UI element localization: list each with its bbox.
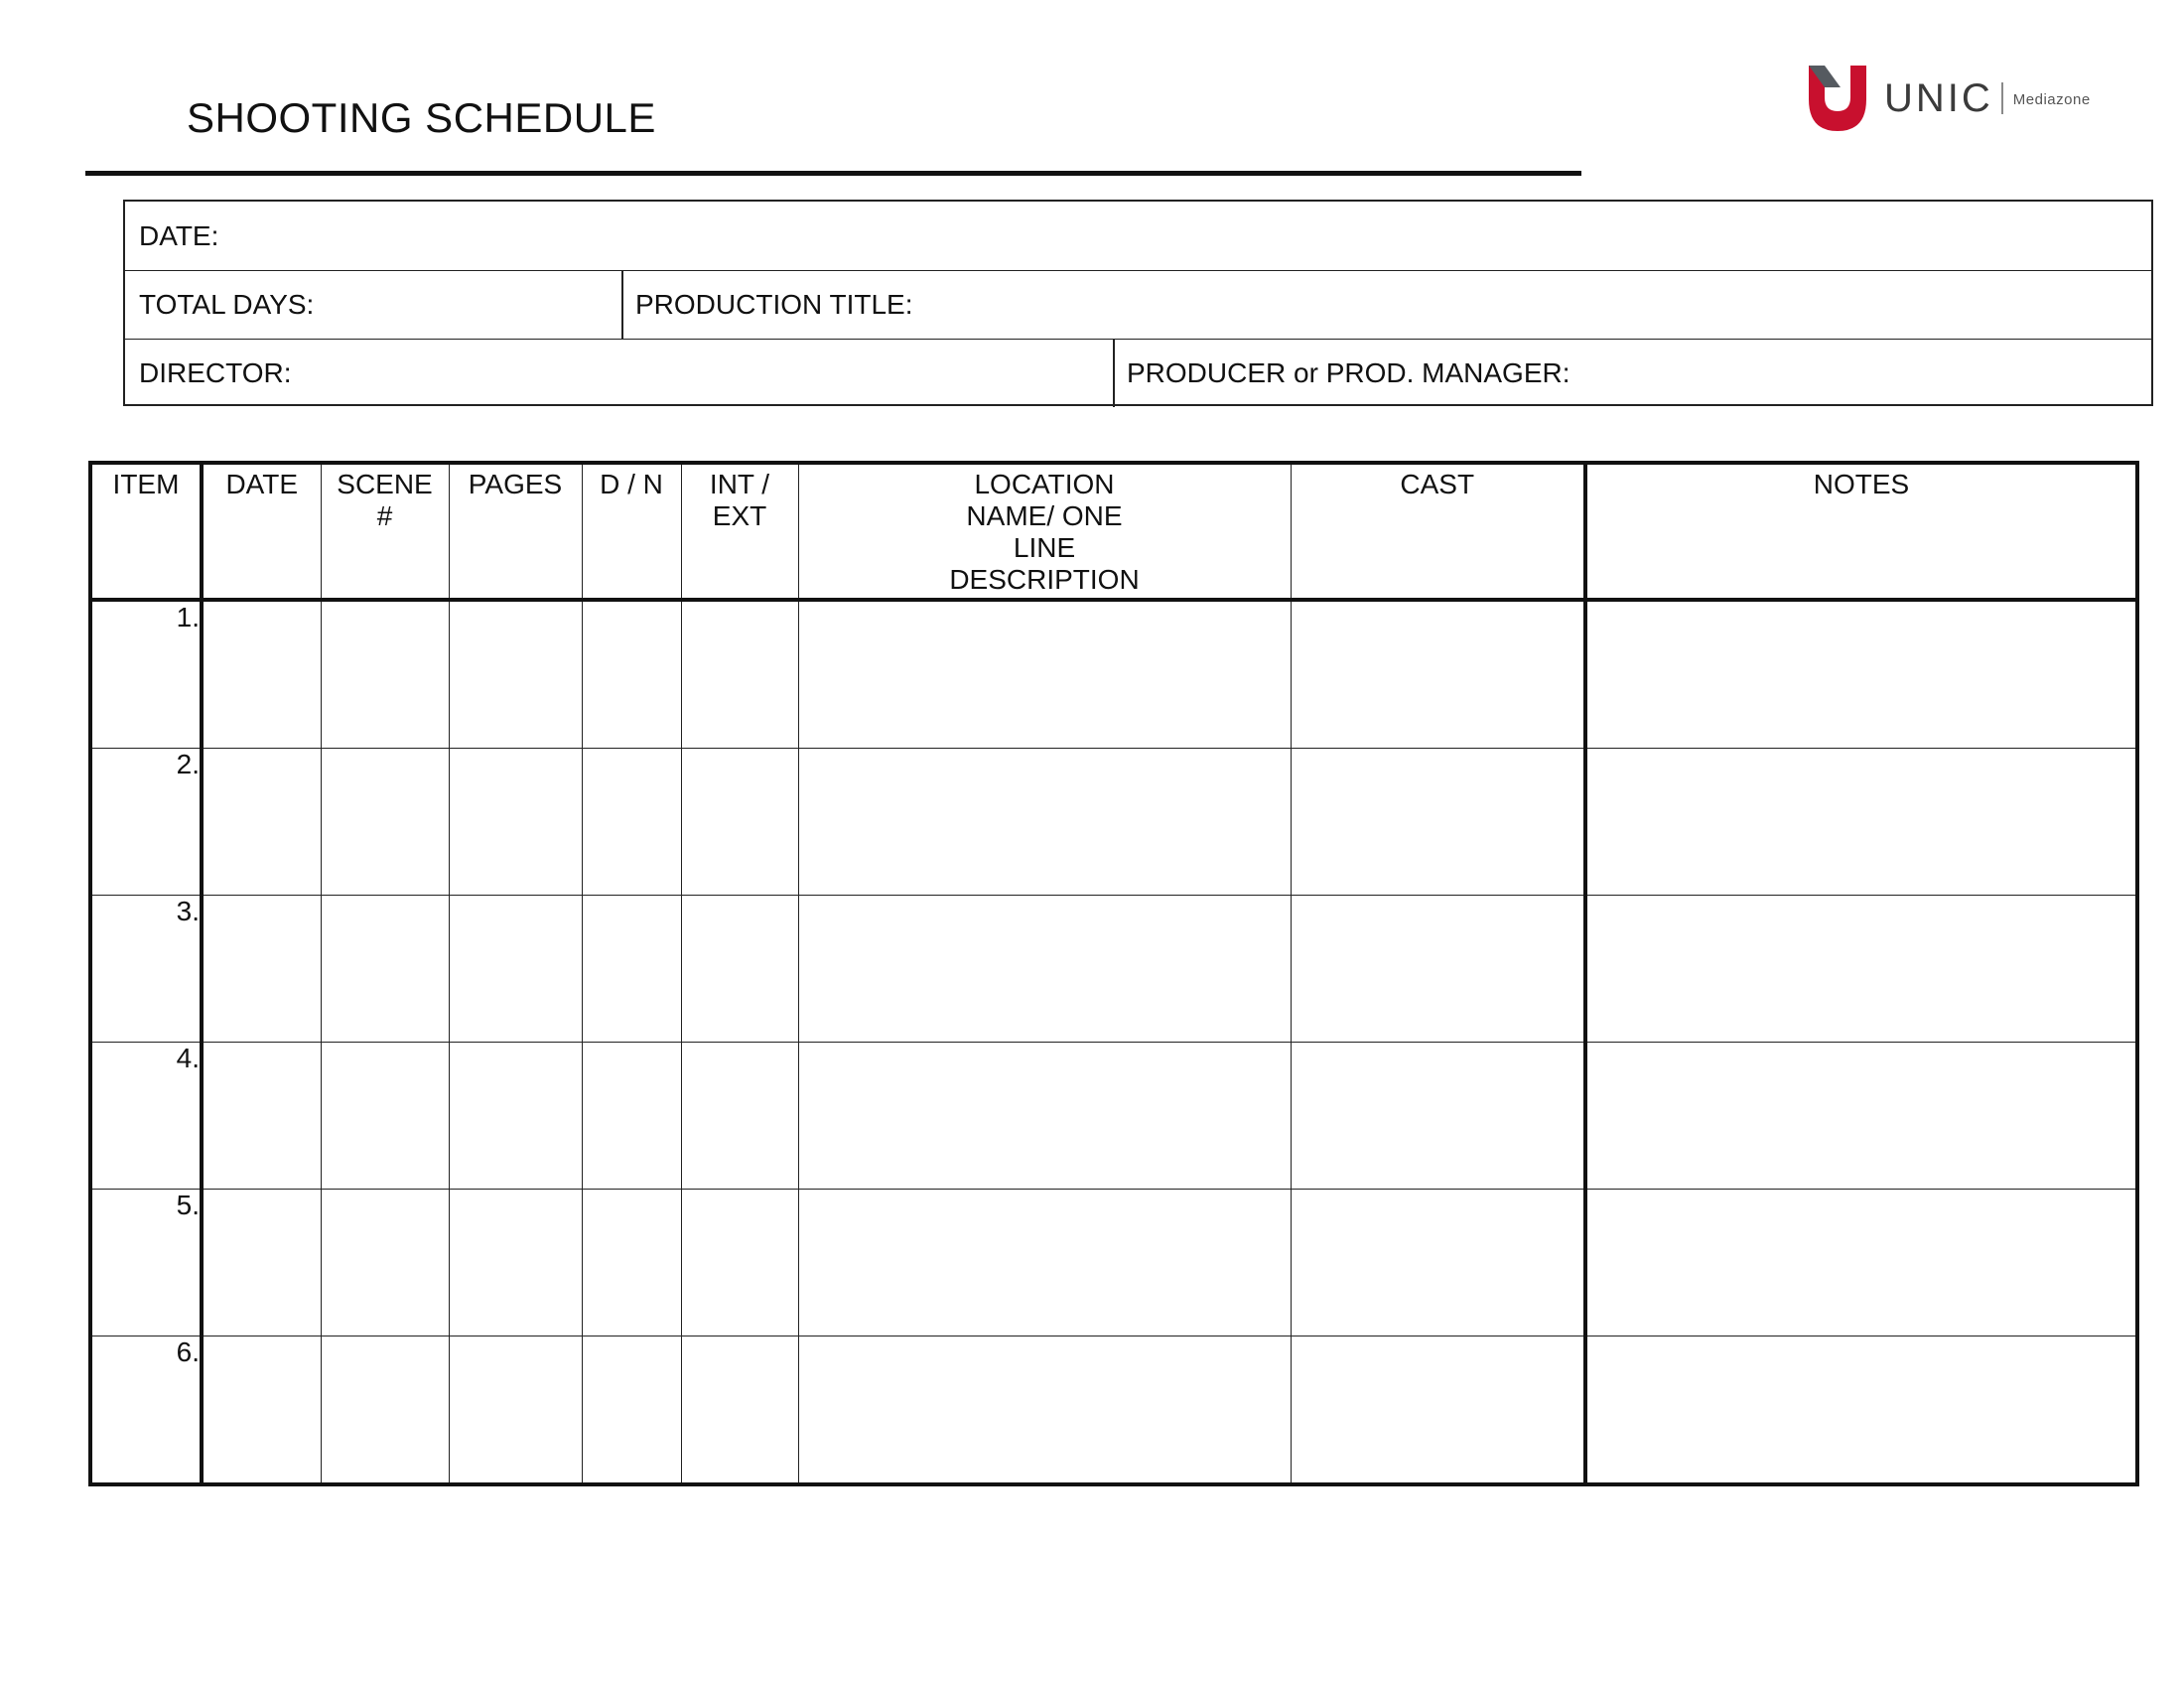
cell-location[interactable] xyxy=(798,1043,1291,1190)
cell-pages[interactable] xyxy=(449,1336,582,1485)
item-number: 4. xyxy=(90,1043,202,1190)
cell-int-ext[interactable] xyxy=(681,1336,798,1485)
column-header-notes: NOTES xyxy=(1585,463,2137,600)
cell-scene[interactable] xyxy=(321,600,449,749)
cell-day-night[interactable] xyxy=(582,749,681,896)
item-number: 1. xyxy=(90,600,202,749)
title-underline xyxy=(85,171,1581,176)
cell-notes[interactable] xyxy=(1585,1043,2137,1190)
cell-cast[interactable] xyxy=(1291,1336,1585,1485)
cell-cast[interactable] xyxy=(1291,1043,1585,1190)
production-info-box xyxy=(123,200,2153,406)
logo-subtext: Mediazone xyxy=(2012,90,2091,108)
cell-int-ext[interactable] xyxy=(681,896,798,1043)
table-row xyxy=(90,1190,2137,1336)
cell-pages[interactable] xyxy=(449,1043,582,1190)
cell-date[interactable] xyxy=(202,749,321,896)
column-header-day-night: D / N xyxy=(582,463,681,600)
unic-logo-mark-icon xyxy=(1807,64,1868,133)
table-row xyxy=(90,896,2137,1043)
info-row-director-producer xyxy=(125,339,2151,407)
cell-notes[interactable] xyxy=(1585,1336,2137,1485)
cell-cast[interactable] xyxy=(1291,749,1585,896)
cell-date[interactable] xyxy=(202,896,321,1043)
cell-notes[interactable] xyxy=(1585,749,2137,896)
table-row xyxy=(90,1043,2137,1190)
column-header-date: DATE xyxy=(202,463,321,600)
table-row xyxy=(90,1336,2137,1485)
cell-location[interactable] xyxy=(798,1190,1291,1336)
cell-pages[interactable] xyxy=(449,896,582,1043)
cell-pages[interactable] xyxy=(449,749,582,896)
cell-scene[interactable] xyxy=(321,749,449,896)
cell-date[interactable] xyxy=(202,600,321,749)
item-number: 3. xyxy=(90,896,202,1043)
column-header-scene: SCENE # xyxy=(321,463,449,600)
cell-notes[interactable] xyxy=(1585,1190,2137,1336)
cell-location[interactable] xyxy=(798,896,1291,1043)
cell-date[interactable] xyxy=(202,1336,321,1485)
cell-cast[interactable] xyxy=(1291,600,1585,749)
cell-scene[interactable] xyxy=(321,896,449,1043)
logo-separator xyxy=(2001,82,2003,114)
unic-logo xyxy=(1807,62,2091,135)
column-header-pages: PAGES xyxy=(449,463,582,600)
cell-day-night[interactable] xyxy=(582,1190,681,1336)
item-number: 6. xyxy=(90,1336,202,1485)
producer-field[interactable]: PRODUCER or PROD. MANAGER: xyxy=(1127,356,1570,388)
date-field[interactable]: DATE: xyxy=(139,219,219,251)
production-title-field[interactable]: PRODUCTION TITLE: xyxy=(635,288,913,320)
item-number: 5. xyxy=(90,1190,202,1336)
schedule-header-row xyxy=(90,463,2137,600)
cell-scene[interactable] xyxy=(321,1043,449,1190)
schedule-body xyxy=(90,600,2137,1484)
column-header-int-ext: INT / EXT xyxy=(681,463,798,600)
column-header-cast: CAST xyxy=(1291,463,1585,600)
cell-notes[interactable] xyxy=(1585,600,2137,749)
table-row xyxy=(90,600,2137,749)
total-days-field[interactable]: TOTAL DAYS: xyxy=(139,288,315,320)
logo-wordmark: UNIC xyxy=(1884,76,1993,120)
table-row xyxy=(90,749,2137,896)
cell-int-ext[interactable] xyxy=(681,1043,798,1190)
cell-pages[interactable] xyxy=(449,600,582,749)
cell-scene[interactable] xyxy=(321,1336,449,1485)
director-field[interactable]: DIRECTOR: xyxy=(139,356,292,388)
info-row-days-title xyxy=(125,270,2151,340)
cell-date[interactable] xyxy=(202,1190,321,1336)
cell-location[interactable] xyxy=(798,749,1291,896)
cell-date[interactable] xyxy=(202,1043,321,1190)
cell-day-night[interactable] xyxy=(582,1336,681,1485)
cell-int-ext[interactable] xyxy=(681,1190,798,1336)
cell-cast[interactable] xyxy=(1291,1190,1585,1336)
cell-location[interactable] xyxy=(798,600,1291,749)
column-header-location: LOCATION NAME/ ONE LINE DESCRIPTION xyxy=(798,463,1291,600)
column-header-item: ITEM xyxy=(90,463,202,600)
info-row-date xyxy=(125,202,2151,271)
cell-scene[interactable] xyxy=(321,1190,449,1336)
schedule-table xyxy=(88,461,2139,1486)
cell-notes[interactable] xyxy=(1585,896,2137,1043)
cell-cast[interactable] xyxy=(1291,896,1585,1043)
cell-int-ext[interactable] xyxy=(681,749,798,896)
cell-day-night[interactable] xyxy=(582,600,681,749)
cell-int-ext[interactable] xyxy=(681,600,798,749)
cell-day-night[interactable] xyxy=(582,1043,681,1190)
page-title: SHOOTING SCHEDULE xyxy=(187,94,656,141)
item-number: 2. xyxy=(90,749,202,896)
cell-day-night[interactable] xyxy=(582,896,681,1043)
cell-location[interactable] xyxy=(798,1336,1291,1485)
cell-pages[interactable] xyxy=(449,1190,582,1336)
